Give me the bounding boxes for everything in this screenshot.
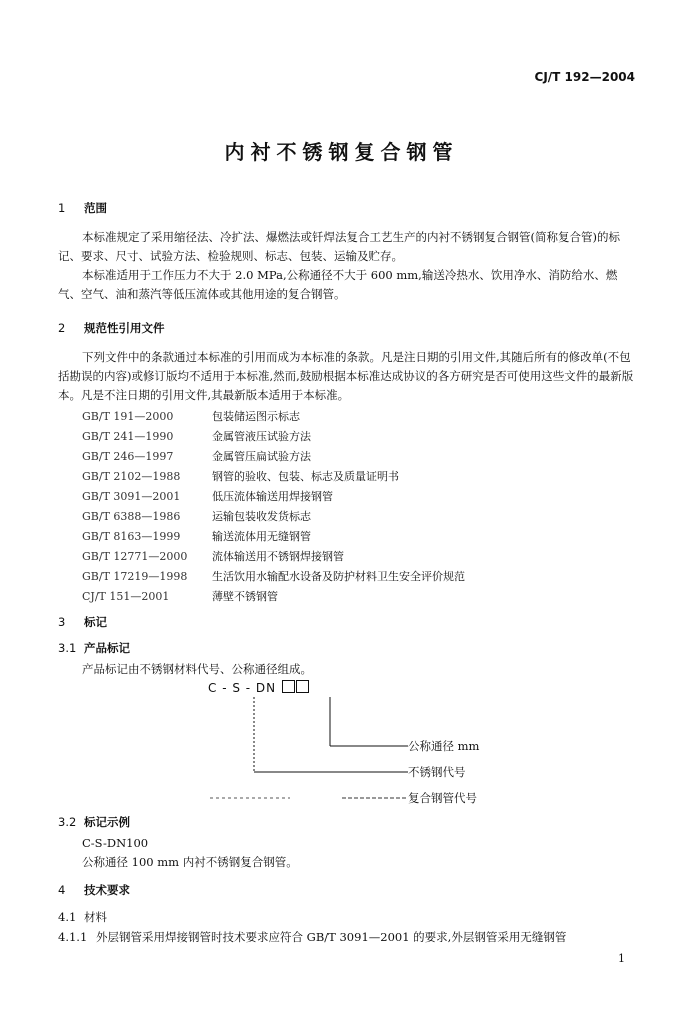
diagram-label-composite: 复合钢管代号 [408,791,477,805]
section-title: 规范性引用文件 [84,321,165,335]
reference-title: 钢管的验收、包装、标志及质量证明书 [212,470,399,483]
reference-title: 金属管液压试验方法 [212,430,311,443]
document-title: 内衬不锈钢复合钢管 [224,140,459,164]
reference-code: GB/T 191—2000 [82,410,174,423]
paragraph: 本标准规定了采用缩径法、冷扩法、爆燃法或钎焊法复合工艺生产的内衬不锈钢复合钢管(简称复合管)的标记、要求、尺寸、试验方法、检验规则、标志、包装、运输及贮存。 [58,230,620,263]
section-number: 4 [58,883,66,897]
section-title: 产品标记 [84,641,130,655]
reference-code: GB/T 246—1997 [82,450,174,463]
section-title: 技术要求 [84,883,130,897]
reference-title: 流体输送用不锈钢焊接钢管 [212,550,344,563]
reference-code: GB/T 3091—2001 [82,490,181,503]
section-number: 3.1 [58,641,77,655]
clause-4-1-1 [58,928,648,947]
reference-title: 低压流体输送用焊接钢管 [212,490,333,503]
section-number: 2 [58,321,66,335]
section-4-heading [58,882,130,898]
page-number: 1 [618,952,625,965]
reference-code: GB/T 12771—2000 [82,550,188,563]
reference-code: GB/T 17219—1998 [82,570,188,583]
reference-code: GB/T 241—1990 [82,430,174,443]
section-number: 4.1 [58,910,77,924]
reference-code: GB/T 2102—1988 [82,470,181,483]
diagram-label-stainless: 不锈钢代号 [408,765,466,779]
reference-title: 输送流体用无缝钢管 [212,530,311,543]
section-number: 3 [58,615,66,629]
section-title: 材料 [84,910,107,924]
subsection-3-2-heading [58,814,130,830]
paragraph: 产品标记由不锈钢材料代号、公称通径组成。 [82,662,312,676]
reference-title: 包装储运图示标志 [212,410,300,423]
diagram-label-diameter: 公称通径 mm [408,739,480,753]
example-text: 公称通径 100 mm 内衬不锈钢复合钢管。 [82,855,298,869]
reference-code: GB/T 8163—1999 [82,530,181,543]
paragraph: 本标准适用于工作压力不大于 2.0 MPa,公称通径不大于 600 mm,输送冷热水、饮用净水、消防给水、燃气、空气、油和蒸汽等低压流体或其他用途的复合钢管。 [58,268,618,301]
reference-code: CJ/T 151—2001 [82,590,170,603]
section-title: 标记 [84,615,107,629]
standard-code: CJ/T 192—2004 [534,70,635,84]
subsection-4-1-heading [58,908,107,927]
paragraph: 下列文件中的条款通过本标准的引用而成为本标准的条款。凡是注日期的引用文件,其随后所有的修改单(不包括勘误的内容)或修订版均不适用于本标准,然而,鼓励根据本标准达成协议的各方研究是否可使用这些文件的最新版本。凡是不注日期的引用文件,其最新版本适用于本标准。 [58,350,634,402]
section-number: 3.2 [58,815,77,829]
clause-number: 4.1.1 [58,930,88,944]
formula-text: C - S - DN [208,681,277,695]
clause-text: 外层钢管采用焊接钢管时技术要求应符合 GB/T 3091—2001 的要求,外层钢管采用无缝钢管 [96,930,567,944]
reference-title: 生活饮用水输配水设备及防护材料卫生安全评价规范 [212,570,465,583]
reference-title: 运输包装收发货标志 [212,510,311,523]
reference-title: 薄壁不锈钢管 [212,590,278,603]
reference-title: 金属管压扁试验方法 [212,450,311,463]
section-number: 1 [58,201,66,215]
section-title: 标记示例 [84,815,130,829]
example-code: C-S-DN100 [82,836,149,850]
section-title: 范围 [84,201,107,215]
reference-code: GB/T 6388—1986 [82,510,181,523]
